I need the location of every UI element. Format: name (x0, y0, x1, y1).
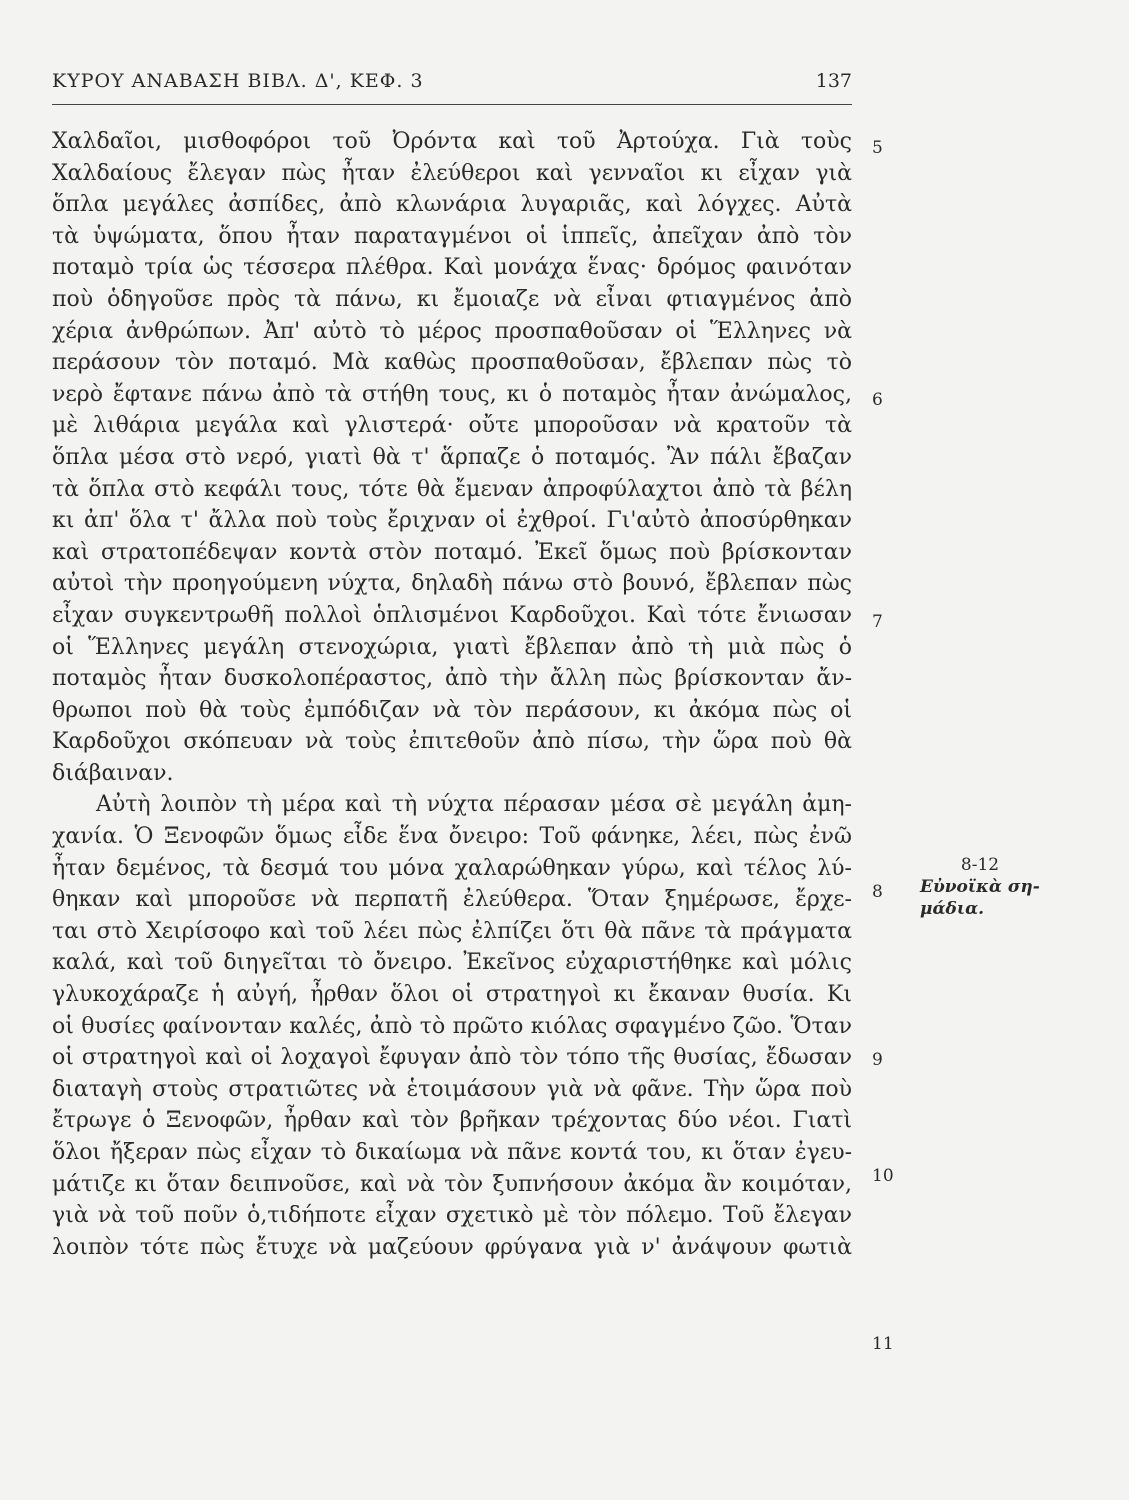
text-line: Χαλδαίους ἔλεγαν πὼς ἦταν ἐλεύθεροι καὶ γενναῖοι κι εἶχαν γιὰ (52, 160, 852, 186)
text-line: ποὺ ὁδηγοῦσε πρὸς τὰ πάνω, κι ἔμοιαζε νὰ εἶναι φτιαγμένος ἀπὸ (52, 286, 852, 312)
text-line: ἔτρωγε ὁ Ξενοφῶν, ἦρθαν καὶ τὸν βρῆκαν τρέχοντας δύο νέοι. Γιατὶ (52, 1108, 852, 1134)
text-line: μὲ λιθάρια μεγάλα καὶ γλιστερά· οὔτε μποροῦσαν νὰ κρατοῦν τὰ (52, 413, 852, 439)
margin-number: 8 (872, 882, 883, 902)
sidenote-title: Εὐνοϊκὰ ση-μάδια. (920, 877, 1040, 919)
margin-number: 10 (872, 1166, 894, 1186)
text-line: Αὐτὴ λοιπὸν τὴ μέρα καὶ τὴ νύχτα πέρασαν μέσα σὲ μεγάλη ἀμη- (96, 792, 852, 818)
text-line: καὶ στρατοπέδεψαν κοντὰ στὸν ποταμό. Ἐκεῖ ὅμως ποὺ βρίσκονταν (52, 539, 852, 565)
margin-number: 9 (872, 1050, 883, 1070)
text-line: μάτιζε κι ὅταν δειπνοῦσε, καὶ νὰ τὸν ξυπνήσουν ἀκόμα ἂν κοιμόταν, (52, 1171, 852, 1197)
text-line: ται στὸ Χειρίσοφο καὶ τοῦ λέει πὼς ἐλπίζει ὅτι θὰ πᾶνε τὰ πράγματα (52, 918, 852, 944)
text-line: χέρια ἀνθρώπων. Ἀπ' αὐτὸ τὸ μέρος προσπαθοῦσαν οἱ Ἕλληνες νὰ (52, 318, 852, 344)
text-line: διάβαιναν. (52, 760, 174, 786)
body-text (52, 126, 852, 1263)
margin-number: 6 (872, 390, 883, 410)
text-line: γιὰ νὰ τοῦ ποῦν ὁ,τιδήποτε εἶχαν σχετικὸ μὲ τὸν πόλεμο. Τοῦ ἔλεγαν (52, 1203, 852, 1229)
text-line: ὅλοι ἤξεραν πὼς εἶχαν τὸ δικαίωμα νὰ πᾶνε κοντά του, κι ὅταν ἐγευ- (52, 1140, 852, 1165)
text-line: γλυκοχάραζε ἡ αὐγή, ἦρθαν ὅλοι οἱ στρατηγοὶ κι ἔκαναν θυσία. Κι (52, 982, 852, 1008)
text-line: οἱ Ἕλληνες μεγάλη στενοχώρια, γιατὶ ἔβλεπαν ἀπὸ τὴ μιὰ πὼς ὁ (52, 634, 852, 660)
text-line: ποταμὸ τρία ὡς τέσσερα πλέθρα. Καὶ μονάχα ἕνας· δρόμος φαινόταν (52, 255, 852, 281)
text-line: τὰ ὑψώματα, ὅπου ἦταν παραταγμένοι οἱ ἱππεῖς, ἀπεῖχαν ἀπὸ τὸν (52, 223, 852, 249)
page-header (52, 68, 852, 105)
text-line: οἱ θυσίες φαίνονταν καλές, ἀπὸ τὸ πρῶτο κιόλας σφαγμένο ζῶο. Ὅταν (52, 1013, 852, 1039)
text-line: Καρδοῦχοι σκόπευαν νὰ τοὺς ἐπιτεθοῦν ἀπὸ πίσω, τὴν ὥρα ποὺ θὰ (52, 729, 852, 755)
margin-number: 5 (872, 138, 883, 158)
text-line: θρωποι ποὺ θὰ τοὺς ἐμπόδιζαν νὰ τὸν περάσουν, κι ἀκόμα πὼς οἱ (52, 697, 852, 723)
margin-number: 11 (872, 1334, 894, 1354)
page-number: 137 (815, 70, 852, 92)
text-line: διαταγὴ στοὺς στρατιῶτες νὰ ἑτοιμάσουν γιὰ νὰ φᾶνε. Τὴν ὥρα ποὺ (52, 1076, 852, 1102)
text-line: ἦταν δεμένος, τὰ δεσμά του μόνα χαλαρώθηκαν γύρω, καὶ τέλος λύ- (52, 855, 852, 881)
text-line: τὰ ὅπλα στὸ κεφάλι τους, τότε θὰ ἔμεναν ἀπροφύλαχτοι ἀπὸ τὰ βέλη (52, 476, 852, 502)
text-line: ποταμὸς ἦταν δυσκολοπέραστος, ἀπὸ τὴν ἄλλη πὼς βρίσκονταν ἄν- (52, 666, 852, 692)
text-line: αὐτοὶ τὴν προηγούμενη νύχτα, δηλαδὴ πάνω στὸ βουνό, ἔβλεπαν πὼς (52, 571, 852, 597)
text-line: ὅπλα μέσα στὸ νερό, γιατὶ θὰ τ' ἅρπαζε ὁ ποταμός. Ἂν πάλι ἔβαζαν (52, 444, 852, 470)
margin-sidenote (920, 854, 1070, 920)
running-title: ΚΥΡΟΥ ΑΝΑΒΑΣΗ ΒΙΒΛ. Δ', ΚΕΦ. 3 (52, 70, 424, 92)
text-line: χανία. Ὁ Ξενοφῶν ὅμως εἶδε ἕνα ὄνειρο: Τοῦ φάνηκε, λέει, πὼς ἐνῶ (52, 824, 852, 850)
text-line: ὅπλα μεγάλες ἀσπίδες, ἀπὸ κλωνάρια λυγαριᾶς, καὶ λόγχες. Αὐτὰ (52, 192, 852, 218)
text-line: λοιπὸν τότε πὼς ἔτυχε νὰ μαζεύουν φρύγανα γιὰ ν' ἀνάψουν φωτιὰ (52, 1234, 852, 1260)
text-line: οἱ στρατηγοὶ καὶ οἱ λοχαγοὶ ἔφυγαν ἀπὸ τὸν τόπο τῆς θυσίας, ἔδωσαν (52, 1045, 852, 1071)
text-line: Χαλδαῖοι, μισθοφόροι τοῦ Ὀρόντα καὶ τοῦ Ἀρτούχα. Γιὰ τοὺς (52, 129, 852, 154)
margin-number: 7 (872, 612, 883, 632)
sidenote-range: 8-12 (960, 855, 1000, 875)
text-line: περάσουν τὸν ποταμό. Μὰ καθὼς προσπαθοῦσαν, ἔβλεπαν πὼς τὸ (52, 350, 852, 376)
text-line: εἶχαν συγκεντρωθῆ πολλοὶ ὁπλισμένοι Καρδοῦχοι. Καὶ τότε ἔνιωσαν (52, 602, 852, 628)
text-line: κι ἀπ' ὅλα τ' ἄλλα ποὺ τοὺς ἔριχναν οἱ ἐχθροί. Γι'αὐτὸ ἀποσύρθηκαν (52, 508, 852, 534)
text-line: θηκαν καὶ μποροῦσε νὰ περπατῆ ἐλεύθερα. Ὅταν ξημέρωσε, ἔρχε- (52, 887, 852, 913)
text-line: νερὸ ἔφτανε πάνω ἀπὸ τὰ στήθη τους, κι ὁ ποταμὸς ἦταν ἀνώμαλος, (52, 381, 852, 407)
text-line: καλά, καὶ τοῦ διηγεῖται τὸ ὄνειρο. Ἐκεῖνος εὐχαριστήθηκε καὶ μόλις (52, 950, 852, 976)
